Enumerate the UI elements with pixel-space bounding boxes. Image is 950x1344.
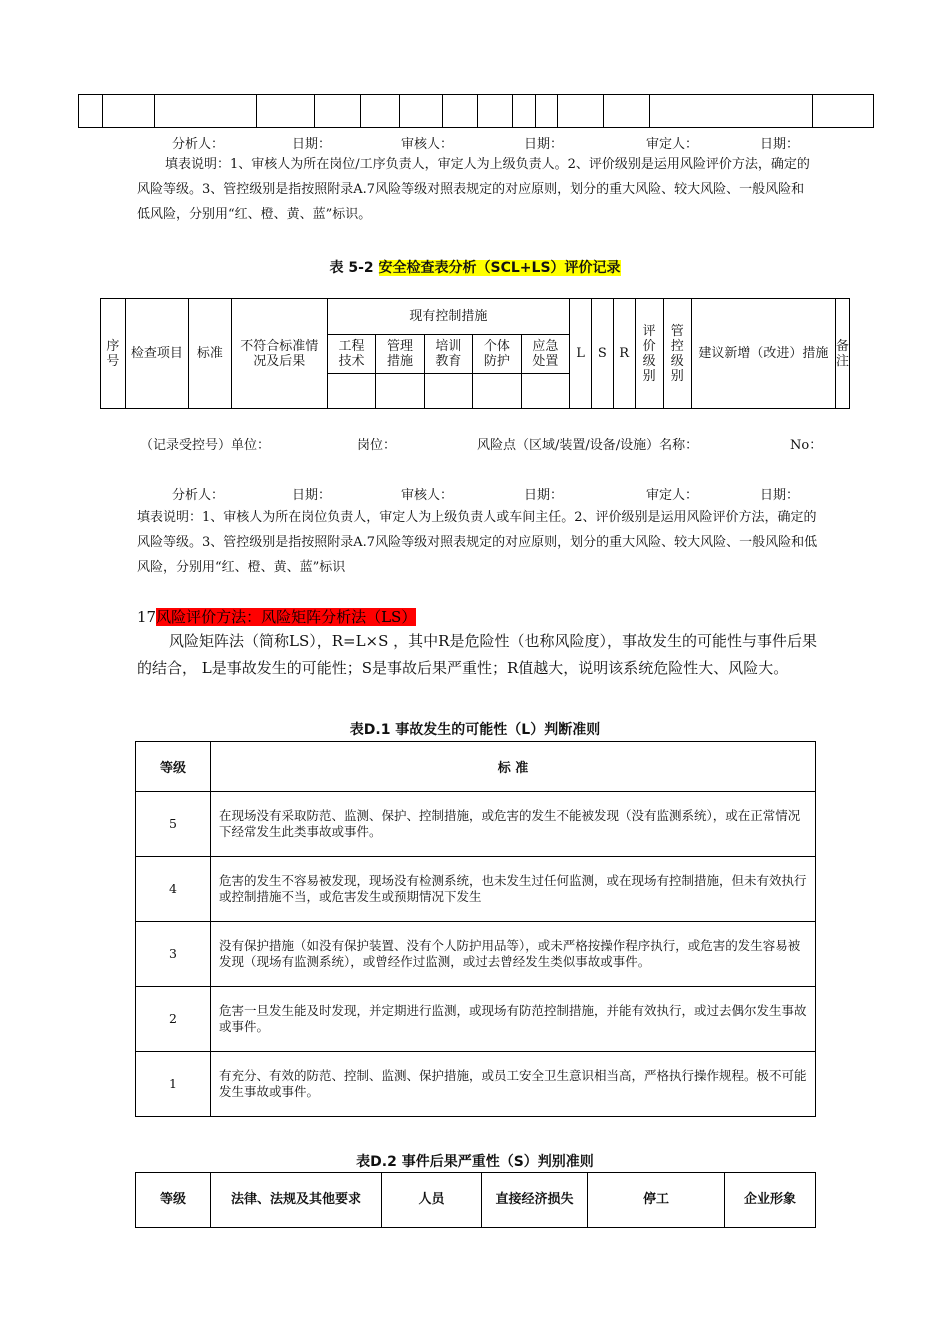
table-header-row — [136, 1173, 816, 1228]
header-seq: 序号 — [101, 299, 126, 409]
header-emerg: 应急处置 — [521, 335, 569, 373]
header-standard: 标准 — [188, 299, 231, 409]
header-ppe: 个体防护 — [473, 335, 521, 373]
table-row — [136, 857, 816, 922]
standard-cell: 危害的发生不容易被发现，现场没有检测系统，也未发生过任何监测，或在现场有控制措施，但未有效执行或控制措施不当，或危害发生或预期情况下发生 — [211, 857, 816, 922]
reviewer-label: 审核人： — [401, 137, 454, 152]
standard-cell: 在现场没有采取防范、监测、保护、控制措施，或危害的发生不能被发现（没有监测系统），或在正常情况下经常发生此类事故或事件。 — [211, 792, 816, 857]
header-eval-level: 评价级别 — [635, 299, 663, 409]
signature-line — [0, 133, 950, 151]
table-5-2 — [100, 298, 850, 409]
section-title: 风险评价方法：风险矩阵分析法（LS） — [156, 608, 417, 626]
header-S: S — [591, 299, 613, 409]
date-label: 日期： — [760, 488, 800, 503]
header-nonconform: 不符合标准情况及后果 — [231, 299, 327, 409]
header-suggest: 建议新增（改进）措施 — [691, 299, 835, 409]
date-label: 日期： — [524, 488, 564, 503]
approver-label: 审定人： — [646, 488, 699, 503]
section-number: 17 — [137, 608, 157, 626]
table-d2-caption: 表D.2 事件后果严重性（S）判别准则 — [356, 1154, 594, 1170]
header-item: 检查项目 — [125, 299, 188, 409]
level-cell: 2 — [136, 987, 211, 1052]
level-cell: 4 — [136, 857, 211, 922]
standard-cell: 危害一旦发生能及时发现，并定期进行监测，或现场有防范控制措施，并能有效执行，或过去偶尔发生事故或事件。 — [211, 987, 816, 1052]
header-remark: 备注 — [835, 299, 849, 409]
header-standard: 标 准 — [211, 742, 816, 792]
table-row — [136, 922, 816, 987]
table-d1-caption: 表D.1 事故发生的可能性（L）判断准则 — [349, 722, 601, 738]
header-image: 企业形象 — [725, 1173, 816, 1228]
header-law: 法律、法规及其他要求 — [211, 1173, 382, 1228]
section-heading — [137, 606, 416, 627]
header-L: L — [570, 299, 592, 409]
header-loss: 直接经济损失 — [482, 1173, 588, 1228]
date-label: 日期： — [292, 137, 332, 152]
table-row — [136, 1052, 816, 1117]
date-label: 日期： — [292, 488, 332, 503]
caption-prefix: 表 5-2 — [329, 260, 379, 276]
date-label: 日期： — [760, 137, 800, 152]
header-eng: 工程技术 — [327, 335, 375, 373]
no-label: No： — [790, 438, 823, 453]
table-row — [79, 95, 874, 128]
top-empty-table — [78, 94, 874, 128]
table-row — [136, 792, 816, 857]
standard-cell: 没有保护措施（如没有保护装置、没有个人防护用品等），或未严格按操作程序执行，或危害的发生容易被发现（现场有监测系统），或曾经作过监测，或过去曾经发生类似事故或事件。 — [211, 922, 816, 987]
table-row — [136, 987, 816, 1052]
header-R: R — [613, 299, 635, 409]
table-5-2-caption — [0, 257, 950, 277]
header-level: 等级 — [136, 1173, 211, 1228]
fill-instructions: 填表说明：1、审核人为所在岗位/工序负责人，审定人为上级负责人。2、评价级别是运用风险评价方法，确定的风险等级。3、管控级别是指按照附录A.7风险等级对照表规定的对应原则，划分的重大风险、较大风险、一般风险和低风险，分别用“红、橙、黄、蓝”标识。 — [137, 157, 810, 222]
header-mgmt: 管理措施 — [376, 335, 424, 373]
standard-cell: 有充分、有效的防范、控制、监测、保护措施，或员工安全卫生意识相当高，严格执行操作规程。极不可能发生事故或事件。 — [211, 1052, 816, 1117]
header-controls: 现有控制措施 — [327, 299, 569, 335]
record-no-label: （记录受控号）单位： — [140, 438, 271, 453]
post-label: 岗位： — [357, 438, 397, 453]
header-train: 培训教育 — [424, 335, 472, 373]
header-person: 人员 — [382, 1173, 482, 1228]
date-label: 日期： — [524, 137, 564, 152]
analyst-label: 分析人： — [172, 137, 225, 152]
approver-label: 审定人： — [646, 137, 699, 152]
method-paragraph: 风险矩阵法（简称LS），R=L×S ，其中R是危险性（也称风险度），事故发生的可能性与事件后果的结合， L是事故发生的可能性；S是事故后果严重性；R值越大，说明该系统危险性大、风险大。 — [137, 632, 817, 677]
header-ctrl-level: 管控级别 — [663, 299, 691, 409]
analyst-label: 分析人： — [172, 488, 225, 503]
fill-instructions: 填表说明：1、审核人为所在岗位负责人，审定人为上级负责人或车间主任。2、评价级别是运用风险评价方法，确定的风险等级。3、管控级别是指按照附录A.7风险等级对照表规定的对应原则，划分的重大风险、较大风险、一般风险和低风险，分别用“红、橙、黄、蓝”标识 — [137, 510, 818, 575]
table-header-row — [101, 299, 850, 335]
table-d2 — [135, 1172, 816, 1228]
caption-highlight: 安全检查表分析（SCL+LS）评价记录 — [378, 260, 621, 276]
level-cell: 1 — [136, 1052, 211, 1117]
header-level: 等级 — [136, 742, 211, 792]
header-stop: 停工 — [588, 1173, 725, 1228]
signature-line — [0, 484, 950, 502]
table-d1 — [135, 741, 816, 1117]
level-cell: 3 — [136, 922, 211, 987]
reviewer-label: 审核人： — [401, 488, 454, 503]
risk-point-label: 风险点（区域/装置/设备/设施）名称： — [477, 438, 699, 453]
table-header-row — [136, 742, 816, 792]
record-line — [0, 434, 950, 452]
level-cell: 5 — [136, 792, 211, 857]
